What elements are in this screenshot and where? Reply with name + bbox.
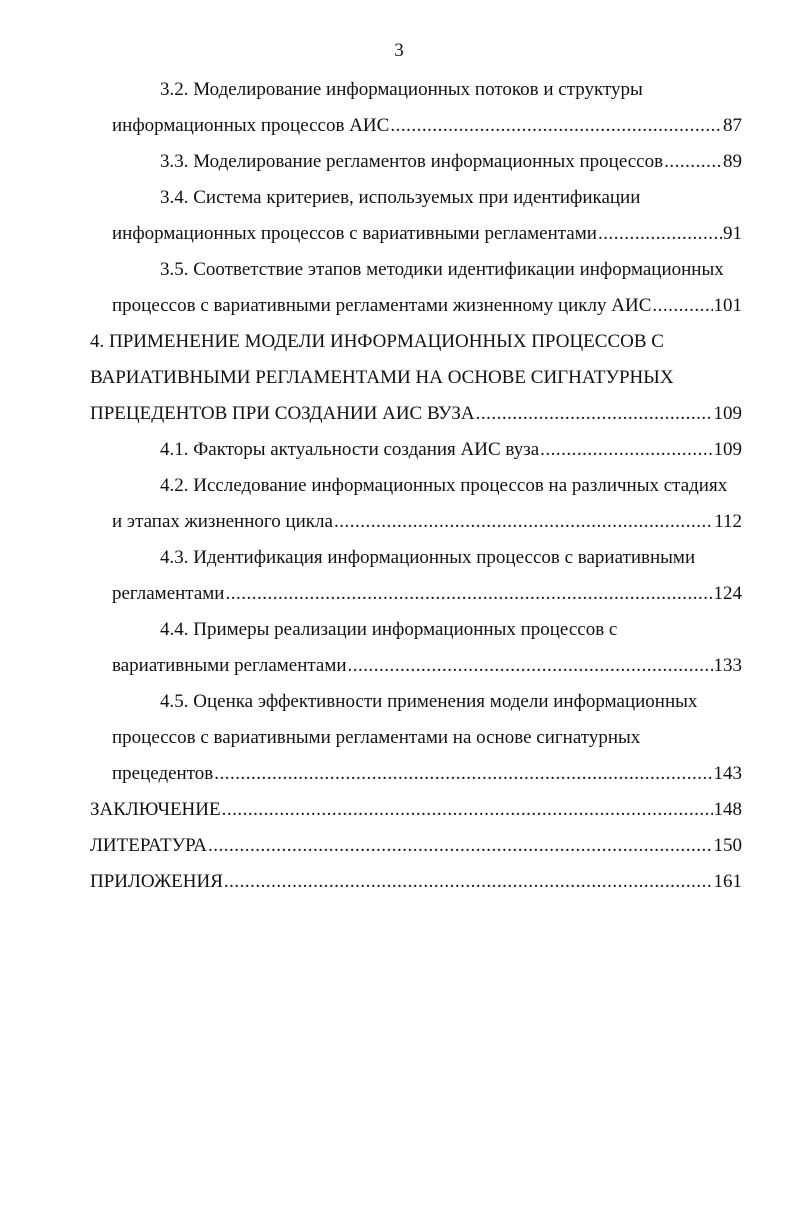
toc-entry-4-4[interactable] — [112, 648, 742, 684]
dot-leader — [214, 756, 712, 792]
toc-entry-4-2-page: 112 — [714, 511, 742, 532]
dot-leader — [390, 108, 722, 144]
toc-entry-3-4-title: 3.4. Система критериев, используемых при идентификации — [160, 187, 641, 208]
toc-entry-3-4-page: 91 — [723, 223, 742, 244]
dot-leader — [664, 144, 722, 180]
toc-entry-4-4-title: 4.4. Примеры реализации информационных процессов с — [160, 619, 618, 640]
toc-entry-4-5-title: 4.5. Оценка эффективности применения модели информационных — [160, 691, 698, 712]
toc-entry-4-4-page: 133 — [713, 655, 742, 676]
toc-literature-page: 150 — [713, 835, 742, 856]
dot-leader — [598, 216, 722, 252]
toc-entry-4-3[interactable] — [112, 576, 742, 612]
dot-leader — [224, 864, 713, 900]
toc-entry-4-3-title-cont: регламентами — [112, 583, 225, 604]
toc-entry-3-3-page: 89 — [723, 151, 742, 172]
toc-literature-title: ЛИТЕРАТУРА — [90, 835, 207, 856]
dot-leader — [476, 396, 713, 432]
toc-entry-4-5-title-cont: процессов с вариативными регламентами на основе сигнатурных — [112, 727, 641, 748]
toc-entry-4-5-title-end: прецедентов — [112, 763, 214, 784]
toc-chapter-4-title-cont: ВАРИАТИВНЫМИ РЕГЛАМЕНТАМИ НА ОСНОВЕ СИГНАТУРНЫХ — [90, 367, 674, 388]
toc-appendices-title: ПРИЛОЖЕНИЯ — [90, 871, 223, 892]
toc-entry-4-4-title-cont: вариативными регламентами — [112, 655, 347, 676]
toc-entry-4-2-title-cont: и этапах жизненного цикла — [112, 511, 333, 532]
toc-entry-4-2[interactable] — [112, 504, 742, 540]
toc-entry-4-2-title: 4.2. Исследование информационных процессов на различных стадиях — [160, 475, 728, 496]
toc-entry-3-5[interactable] — [112, 288, 742, 324]
toc-entry-3-3-title: 3.3. Моделирование регламентов информационных процессов — [160, 151, 664, 172]
toc-entry-3-2-page: 87 — [723, 115, 742, 136]
toc-chapter-4[interactable] — [90, 396, 742, 432]
dot-leader — [348, 648, 713, 684]
toc-chapter-4-page: 109 — [713, 403, 742, 424]
toc-entry-4-1-page: 109 — [713, 439, 742, 460]
toc-conclusion-page: 148 — [713, 799, 742, 820]
toc-entry-3-2-title: 3.2. Моделирование информационных потоков и структуры — [160, 79, 643, 100]
toc-chapter-4-title: 4. ПРИМЕНЕНИЕ МОДЕЛИ ИНФОРМАЦИОННЫХ ПРОЦЕССОВ С — [90, 331, 664, 352]
page-number: 3 — [394, 40, 404, 61]
dot-leader — [540, 432, 712, 468]
toc-entry-3-4-title-cont: информационных процессов с вариативными регламентами — [112, 223, 597, 244]
toc-entry-3-2[interactable] — [112, 108, 742, 144]
toc-entry-4-3-page: 124 — [713, 583, 742, 604]
dot-leader — [334, 504, 713, 540]
toc-entry-4-3-title: 4.3. Идентификация информационных процессов с вариативными — [160, 547, 696, 568]
toc-entry-4-5[interactable] — [112, 756, 742, 792]
toc-entry-3-2-title-cont: информационных процессов АИС — [112, 115, 390, 136]
toc-appendices[interactable] — [90, 864, 742, 900]
toc-appendices-page: 161 — [713, 871, 742, 892]
dot-leader — [652, 288, 712, 324]
dot-leader — [225, 576, 712, 612]
toc-entry-3-5-title: 3.5. Соответствие этапов методики идентификации информационных — [160, 259, 724, 280]
toc-conclusion-title: ЗАКЛЮЧЕНИЕ — [90, 799, 221, 820]
toc-entry-4-1-title: 4.1. Факторы актуальности создания АИС вуза — [160, 439, 540, 460]
toc-entry-3-4[interactable] — [112, 216, 742, 252]
toc-entry-4-1[interactable] — [160, 432, 742, 468]
toc-entry-3-3[interactable] — [160, 144, 742, 180]
toc-literature[interactable] — [90, 828, 742, 864]
toc-entry-4-5-page: 143 — [713, 763, 742, 784]
dot-leader — [222, 792, 713, 828]
dot-leader — [208, 828, 713, 864]
toc-conclusion[interactable] — [90, 792, 742, 828]
toc-chapter-4-title-end: ПРЕЦЕДЕНТОВ ПРИ СОЗДАНИИ АИС ВУЗА — [90, 403, 475, 424]
toc-entry-3-5-title-cont: процессов с вариативными регламентами жизненному циклу АИС — [112, 295, 652, 316]
toc-entry-3-5-page: 101 — [713, 295, 742, 316]
